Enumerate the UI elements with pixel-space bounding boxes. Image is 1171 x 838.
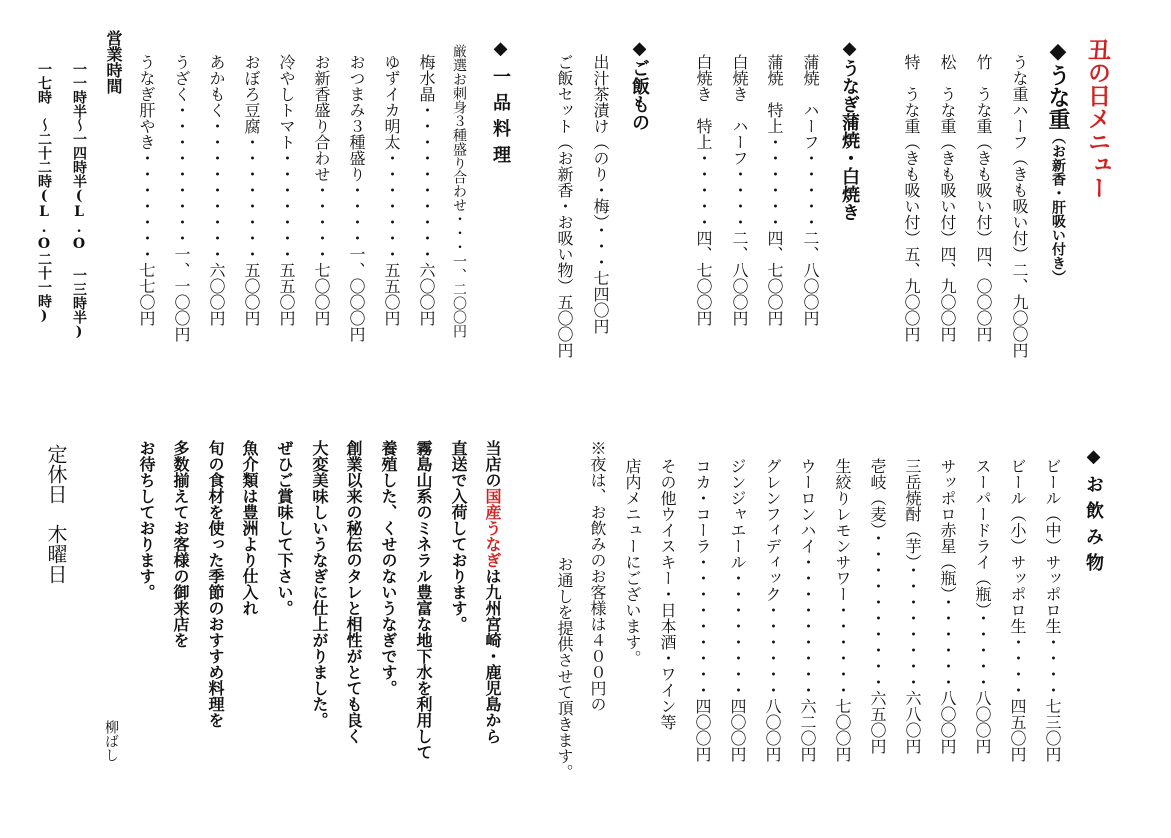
about-line-4: 養殖した、くせのないうなぎです。: [379, 440, 398, 696]
drinks-heading: ◆お飲み物: [1083, 446, 1104, 579]
ippin-item-10: うなぎ肝やき・・・・・・・七七〇円: [137, 54, 156, 326]
gohan-item-1: 出汁茶漬け（のり・梅）・・・七四〇円: [591, 54, 610, 334]
kabayaki-item-3: 白焼き ハーフ・・・・二、八〇〇円: [730, 54, 749, 326]
drink-item-1: ビール（中）サッポロ生・・・・七三〇円: [1043, 458, 1062, 762]
about-line-9: 旬の食材を使った季節のおすすめ料理を: [206, 440, 225, 728]
ippin-item-4: おつまみ３種盛り・・・・一、〇〇〇円: [347, 54, 366, 342]
about-line-1-suffix: は九州宮崎・鹿児島から: [483, 568, 502, 744]
about-line-6: 大変美味しいうなぎに仕上がりました。: [310, 440, 329, 728]
drinks-note-2: お通しを提供させて頂きます。: [555, 556, 574, 780]
gohan-item-2: ご飯セット（お新香・お吸い物）五〇〇円: [555, 54, 574, 358]
drink-item-4: サッポロ赤星（瓶）・・・・・・八〇〇円: [938, 458, 957, 754]
drink-item-2: ビール（小）サッポロ生・・・・四五〇円: [1008, 458, 1027, 762]
unaju-item-1: うな重ハーフ（きも吸い付）二、九〇〇円: [1010, 54, 1029, 358]
drinks-note-1: ※夜は、お飲みのお客様は４００円の: [588, 440, 607, 712]
kabayaki-heading: ◆うなぎ蒲焼・白焼き: [839, 38, 860, 221]
drink-item-3: スーパードライ（瓶）・・・・・八〇〇円: [973, 458, 992, 754]
about-line-2: 直送で入荷しております。: [449, 440, 468, 632]
kabayaki-item-2: 蒲焼 特上・・・・・・四、七〇〇円: [765, 54, 784, 326]
about-line-1-prefix: 当店の: [483, 440, 502, 488]
closed-day: 定休日 木曜日: [44, 444, 68, 584]
unaju-heading-text: ◆うな重: [1045, 38, 1071, 130]
ippin-item-9: うざく・・・・・・・・・一、一〇〇円: [172, 54, 191, 342]
about-line-8: 魚介類は豊洲より仕入れ: [240, 440, 259, 616]
gohan-heading: ◆ご飯もの: [629, 38, 650, 131]
about-line-5: 創業以来の秘伝のタレと相性がとても良く: [344, 440, 363, 744]
drink-item-9: グレンフィディック・・・・・・八〇〇円: [763, 458, 782, 762]
menu-title: 丑の日メニュー: [1084, 38, 1111, 199]
drink-item-11: コカ・コーラ・・・・・・・・・四〇〇円: [693, 458, 712, 762]
ippin-item-7: おぼろ豆腐・・・・・・・・五〇〇円: [242, 54, 261, 326]
drink-item-7: 生絞りレモンサワー・・・・・・七〇〇円: [833, 458, 852, 762]
ippin-item-8: あかもく・・・・・・・・・六〇〇円: [207, 54, 226, 326]
drink-item-5: 三岳焼酎（芋）・・・・・・・・六八〇円: [903, 458, 922, 754]
unaju-item-2: 竹 うな重（きも吸い付）四、〇〇〇円: [974, 54, 993, 342]
hours-heading: 営業時間: [104, 30, 123, 94]
about-line-10: 多数揃えてお客様の御来店を: [171, 440, 190, 648]
drink-item-8: ウーロンハイ・・・・・・・・・六二〇円: [798, 458, 817, 762]
ippin-item-3: ゆずイカ明太・・・・・・・五五〇円: [382, 54, 401, 326]
drink-item-12: その他ウイスキー・日本酒・ワイン等: [658, 458, 677, 730]
unaju-heading: [1047, 38, 1069, 284]
about-line-1: [484, 440, 500, 744]
hours-line-2: 一七時 ～二十二時(L.O二十一時): [36, 62, 52, 324]
ippin-item-5: お新香盛り合わせ・・・・・七〇〇円: [312, 54, 331, 326]
ippin-heading: ◆一品料理: [490, 38, 511, 171]
about-line-3: 霧島山系のミネラル豊富な地下水を利用して: [414, 440, 433, 760]
unaju-note: （お新香・肝吸い付き）: [1050, 130, 1066, 284]
drink-item-6: 壱岐（麦）・・・・・・・・・・六五〇円: [868, 458, 887, 754]
about-highlight: 国産うなぎ: [483, 488, 502, 568]
ippin-item-6: 冷やしトマト・・・・・・・五五〇円: [277, 54, 296, 326]
about-line-11: お待ちしております。: [137, 440, 156, 600]
ippin-item-1: 厳選お刺身３種盛り合わせ・・・一、二〇〇円: [451, 44, 467, 338]
kabayaki-item-1: 蒲焼 ハーフ・・・・・二、八〇〇円: [801, 54, 820, 326]
signature: 柳ばし: [103, 720, 119, 762]
drink-item-10: ジンジャエール・・・・・・・・四〇〇円: [728, 458, 747, 762]
kabayaki-item-4: 白焼き 特上・・・・・四、七〇〇円: [694, 54, 713, 326]
hours-line-1: 一一時半～一四時半(L.O 一三時半): [71, 62, 87, 340]
about-line-7: ぜひご賞味して下さい。: [275, 440, 294, 616]
unaju-item-3: 松 うな重（きも吸い付）四、九〇〇円: [938, 54, 957, 342]
ippin-item-2: 梅水晶・・・・・・・・・・六〇〇円: [417, 54, 436, 326]
drink-item-13: 店内メニューにございます。: [623, 458, 642, 666]
unaju-item-4: 特 うな重（きも吸い付）五、九〇〇円: [902, 54, 921, 342]
